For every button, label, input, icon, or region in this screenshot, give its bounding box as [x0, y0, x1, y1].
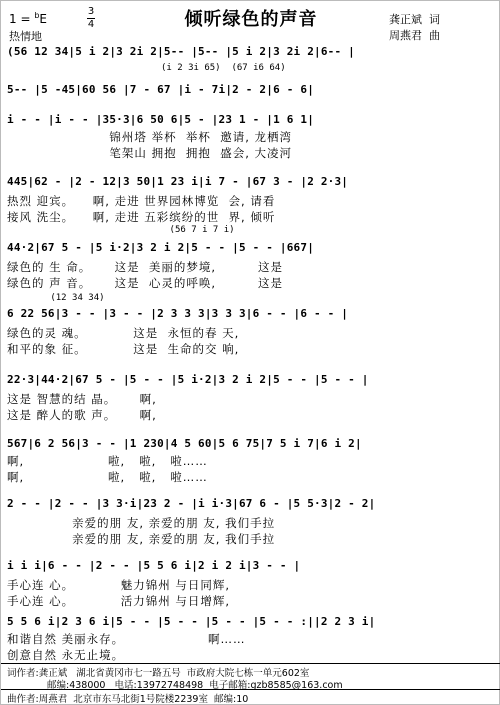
notation-sub-1: (i 2 3i 65) (67 i6 64) — [161, 63, 286, 73]
notation-row-5: 44·2|67 5 - |5 i·2|3 2 i 2|5 - - |5 - - |667| — [7, 241, 315, 254]
lyric-row-6b: 和平的象 征。 这是 生命的交 响, — [7, 342, 240, 356]
key-note: E — [39, 12, 47, 26]
footer-divider-2 — [1, 689, 500, 690]
notation-row-1: (56 12 34|5 i 2|3 2i 2|5-- |5-- |5 i 2|3 2i 2|6-- | — [7, 45, 355, 58]
lyric-row-11a: 和谐自然 美丽永存。 啊…… — [7, 632, 246, 646]
lyric-row-7b: 这是 醉人的歌 声。 啊, — [7, 408, 157, 422]
lyric-row-9a: 亲爱的朋 友, 亲爱的朋 友, 我们手拉 — [7, 516, 276, 530]
notation-row-8: 567|6 2 56|3 - - |1 230|4 5 60|5 6 75|7 5 i 7|6 i 2| — [7, 437, 362, 450]
notation-row-6: 6 22 56|3 - - |3 - - |2 3 3 3|3 3 3|6 - - |6 - - | — [7, 307, 349, 320]
lyric-row-5b: 绿色的 声 音。 这是 心灵的呼唤, 这是 — [7, 276, 283, 290]
notation-row-11: 5 5 6 i|2 3 6 i|5 - - |5 - - |5 - - |5 - - :||2 2 3 i| — [7, 615, 376, 628]
notation-row-2: 5-- |5 -45|60 56 |7 - 67 |i - 7i|2 - 2|6 - 6| — [7, 83, 315, 96]
key-prefix: 1 = — [9, 12, 35, 26]
notation-row-3: i - - |i - - |35·3|6 50 6|5 - |23 1 - |1 6 1| — [7, 113, 315, 126]
lyricist-credit: 龚正斌 词 — [389, 13, 440, 26]
lyric-row-10a: 手心连 心。 魅力锦州 与日同辉, — [7, 578, 231, 592]
meter-top: 3 — [87, 6, 95, 17]
lyric-row-6a: 绿色的灵 魂。 这是 永恒的春 天, — [7, 326, 240, 340]
notation-row-9: 2 - - |2 - - |3 3·i|23 2 - |i i·3|67 6 - |5 5·3|2 - 2| — [7, 497, 376, 510]
composer-address: 曲作者:周燕君 北京市东马北街1号院楼2239室 邮编:10 — [7, 694, 249, 705]
lyricist-address: 词作者:龚正斌 湖北省黄冈市七一路五号 市政府大院七栋一单元602室 — [7, 668, 310, 679]
notation-row-10: i i i|6 - - |2 - - |5 5 6 i|2 i 2 i|3 - - | — [7, 559, 301, 572]
tempo-mood: 热情地 — [9, 30, 42, 43]
lyric-row-10b: 手心连 心。 活力锦州 与日增辉, — [7, 594, 231, 608]
key-accidental: b — [34, 11, 40, 20]
footer-divider — [1, 663, 500, 664]
lyric-row-4a: 热烈 迎宾。 啊, 走进 世界园林博览 会, 请看 — [7, 194, 276, 208]
lyric-row-7a: 这是 智慧的结 晶。 啊, — [7, 392, 157, 406]
notation-sub-5: (56 7 i 7 i) — [7, 225, 235, 235]
composer-credit: 周燕君 曲 — [389, 29, 440, 42]
meter-bottom: 4 — [87, 19, 95, 30]
notation-sub-6: (12 34 34) — [7, 293, 105, 303]
notation-row-4: 445|62 - |2 - 12|3 50|1 23 i|i 7 - |67 3 - |2 2·3| — [7, 175, 349, 188]
lyric-row-8b: 啊, 啦, 啦, 啦…… — [7, 470, 208, 484]
lyric-row-11b: 创意自然 永无止境。 — [7, 648, 125, 662]
notation-row-7: 22·3|44·2|67 5 - |5 - - |5 i·2|3 2 i 2|5 - - |5 - - | — [7, 373, 369, 386]
lyricist-contact: 邮编:438000 电话:13972748498 电子邮箱:gzb8585@163.com — [47, 680, 343, 691]
song-title: 倾听绿色的声音 — [184, 9, 318, 30]
lyric-row-3b: 笔架山 拥抱 拥抱 盛会, 大凌河 — [7, 146, 293, 160]
lyric-row-3a: 锦州塔 举杯 举杯 邀请, 龙栖湾 — [7, 130, 293, 144]
lyric-row-4b: 接风 洗尘。 啊, 走进 五彩缤纷的世 界, 倾听 — [7, 210, 276, 224]
lyric-row-9b: 亲爱的朋 友, 亲爱的朋 友, 我们手拉 — [7, 532, 276, 546]
lyric-row-5a: 绿色的 生 命。 这是 美丽的梦境, 这是 — [7, 260, 283, 274]
lyric-row-8a: 啊, 啦, 啦, 啦…… — [7, 454, 208, 468]
